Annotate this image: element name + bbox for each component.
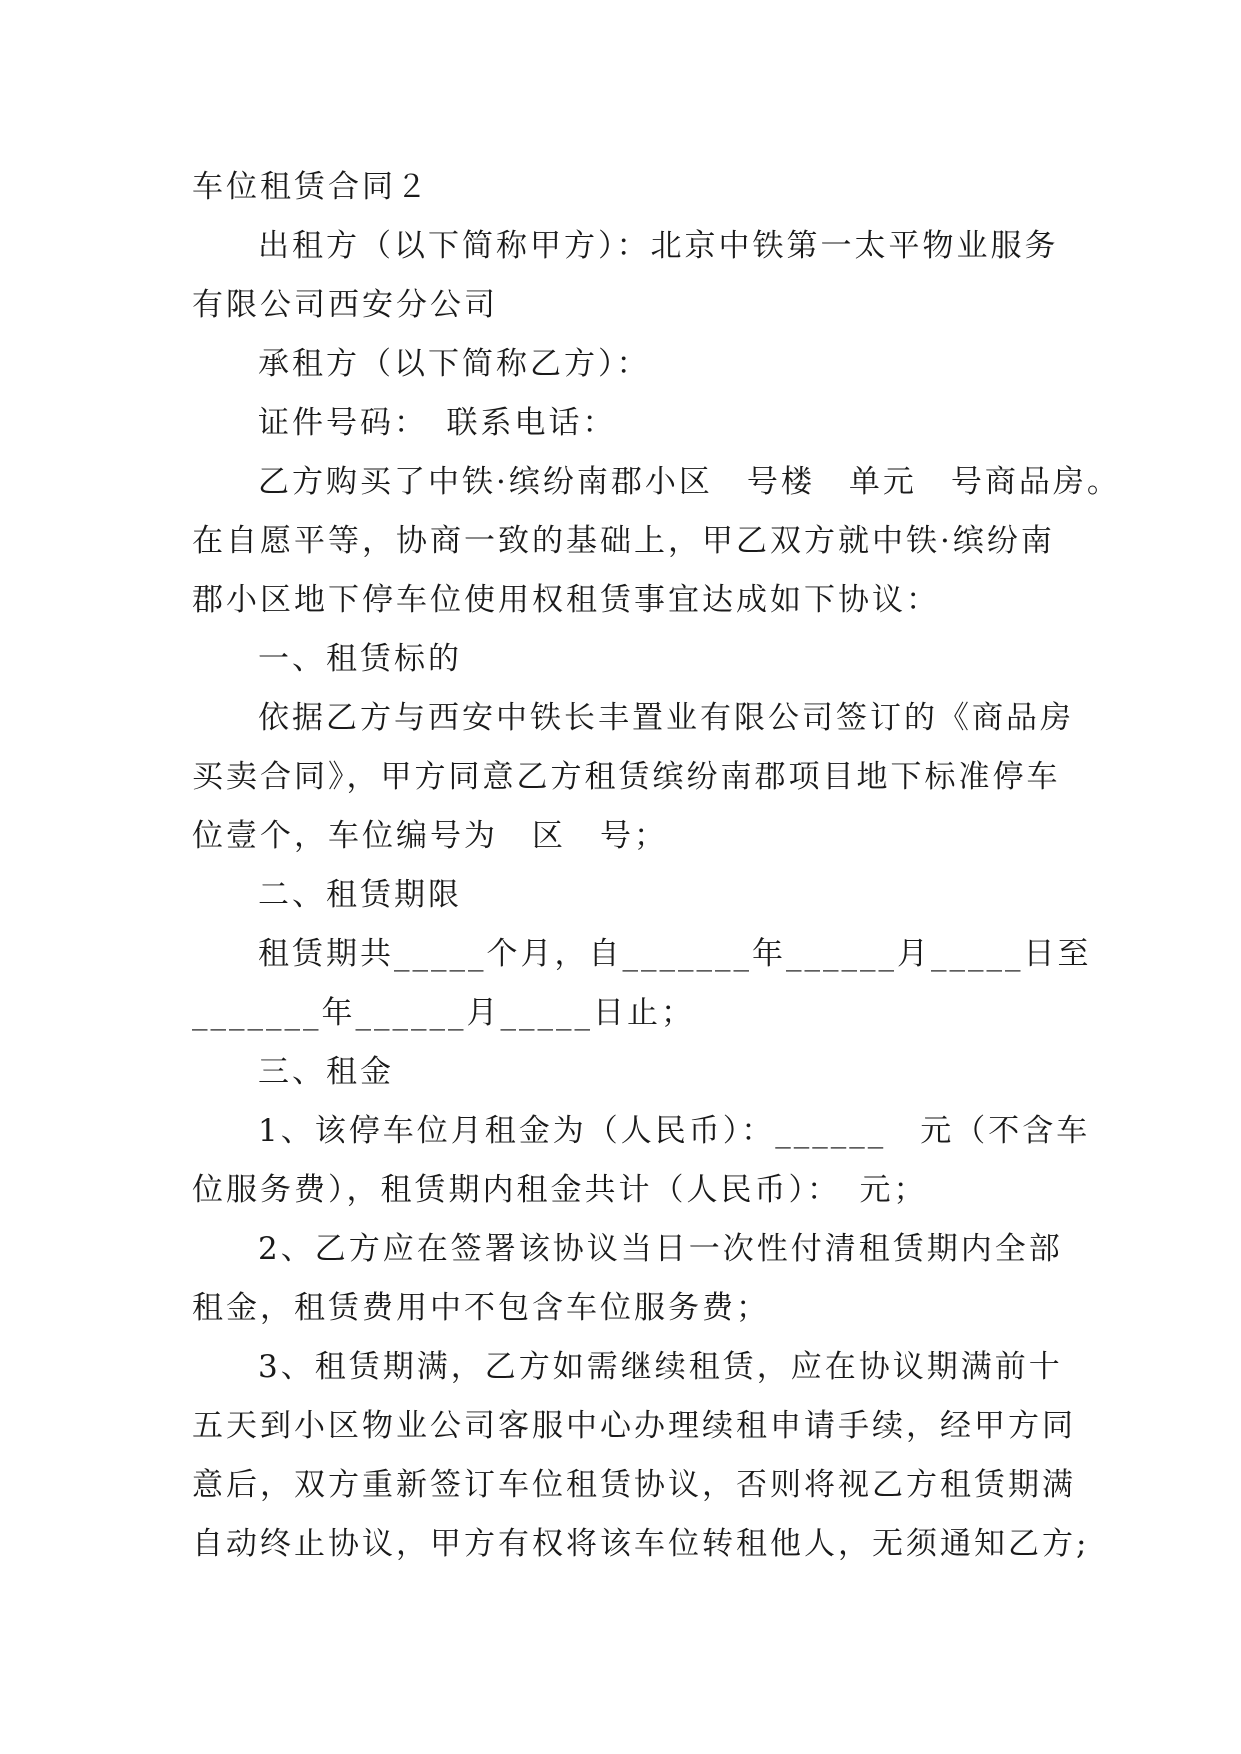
section-heading-subject: 一、租赁标的 xyxy=(258,641,462,677)
paragraph-line-rent-1: 1、该停车位月租金为（人民币）：______ 元（不含车 xyxy=(258,1113,1091,1149)
paragraph-line-subject: 依据乙方与西安中铁长丰置业有限公司签订的《商品房 xyxy=(258,700,1074,736)
paragraph-line-rent-1-cont: 位服务费），租赁期内租金共计（人民币）： 元； xyxy=(192,1172,928,1208)
section-heading-rent: 三、租金 xyxy=(258,1054,394,1090)
paragraph-line-id-phone: 证件号码： 联系电话： xyxy=(258,405,617,441)
paragraph-line-lessor-cont: 有限公司西安分公司 xyxy=(192,287,498,323)
paragraph-line-rent-2-cont: 租金，租赁费用中不包含车位服务费； xyxy=(192,1290,770,1326)
paragraph-line-purchase: 乙方购买了中铁·缤纷南郡小区 号楼 单元 号商品房。 xyxy=(258,464,1121,500)
section-heading-term: 二、租赁期限 xyxy=(258,877,462,913)
paragraph-line-lessor: 出租方（以下简称甲方）：北京中铁第一太平物业服务 xyxy=(258,228,1059,264)
paragraph-line-purchase-end: 郡小区地下停车位使用权租赁事宜达成如下协议： xyxy=(192,582,940,618)
paragraph-line-term-end: _______年______月_____日止； xyxy=(192,995,695,1031)
paragraph-line-rent-3-end: 自动终止协议，甲方有权将该车位转租他人，无须通知乙方; xyxy=(192,1526,1090,1562)
paragraph-line-rent-3-cont2: 意后，双方重新签订车位租赁协议，否则将视乙方租赁期满 xyxy=(192,1467,1076,1503)
document-title: 车位租赁合同２ xyxy=(192,169,430,205)
contract-body xyxy=(192,158,1121,1574)
paragraph-line-rent-2: 2、乙方应在签署该协议当日一次性付清租赁期内全部 xyxy=(258,1231,1063,1267)
paragraph-line-subject-cont: 买卖合同》，甲方同意乙方租赁缤纷南郡项目地下标准停车 xyxy=(192,759,1061,795)
paragraph-line-rent-3: 3、租赁期满，乙方如需继续租赁，应在协议期满前十 xyxy=(258,1349,1063,1385)
paragraph-line-term: 租赁期共_____个月，自_______年______月_____日至 xyxy=(258,936,1092,972)
paragraph-line-purchase-cont: 在自愿平等，协商一致的基础上，甲乙双方就中铁·缤纷南 xyxy=(192,523,1055,559)
paragraph-line-subject-end: 位壹个，车位编号为 区 号； xyxy=(192,818,668,854)
paragraph-line-rent-3-cont: 五天到小区物业公司客服中心办理续租申请手续，经甲方同 xyxy=(192,1408,1076,1444)
paragraph-line-lessee: 承租方（以下简称乙方）： xyxy=(258,346,651,382)
